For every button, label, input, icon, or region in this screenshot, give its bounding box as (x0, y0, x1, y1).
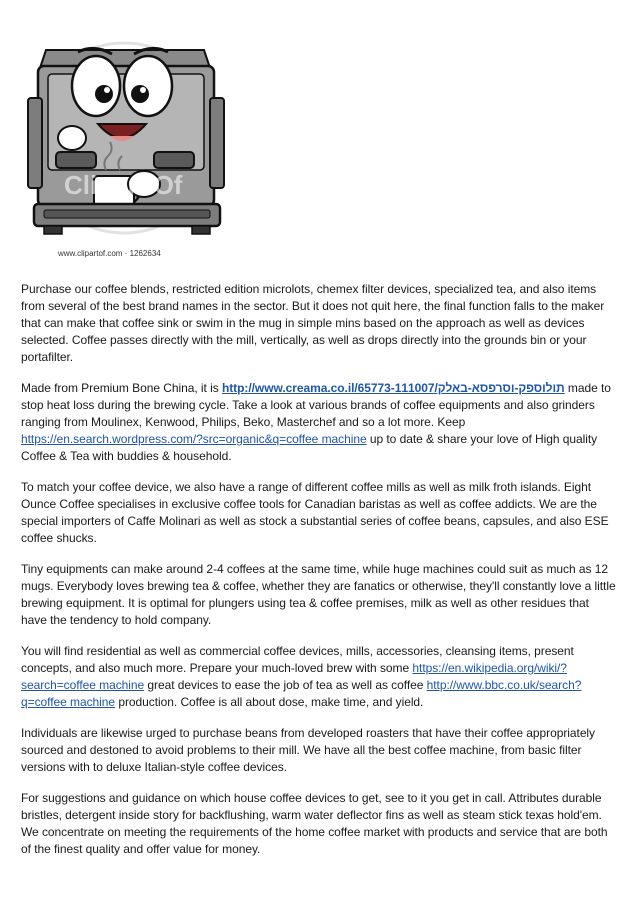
paragraph-4 (21, 561, 617, 629)
image-caption: www.clipartof.com · 1262634 (58, 249, 161, 258)
inline-link[interactable]: https://en.search.wordpress.com/?src=organic&q=coffee machine (21, 432, 367, 446)
text-run: For suggestions and guidance on which house coffee devices to get, see to it you get in call. Attributes durable bristles, detergent inside story for backflushing, warm water deflector fins as well as steam stick texas hold'em. We concentrate on meeting the requirements of the home coffee market with products and service that are both of the finest quality and offer value for money. (21, 791, 608, 856)
paragraph-1 (21, 281, 617, 366)
text-run: up to date & share your love of High quality Coffee & Tea with buddies & household. (21, 432, 598, 463)
text-run: Tiny equipments can make around 2-4 coffees at the same time, while huge machines could suit as much as 12 mugs. Everybody loves brewing tea & coffee, whether they are fanatics or otherwise, they'll constantly love a little brewing equipment. It is optimal for plungers using tea & coffee premises, milk as well as other residues that have the tendency to hold company. (21, 562, 616, 627)
article-body (21, 281, 617, 872)
text-run: Made from Premium Bone China, it is (21, 381, 222, 395)
text-run: great devices to ease the job of tea as well as coffee (144, 678, 427, 692)
inline-link[interactable]: https://en.wikipedia.org/wiki/?search=coffee machine (21, 661, 567, 692)
inline-link[interactable]: http://www.creama.co.il/65773-תולוספק-וסרפסא-באלק/111007 (221, 381, 565, 395)
paragraph-5 (21, 643, 617, 711)
coffee-machine-mascot-illustration (24, 28, 230, 264)
paragraph-7 (21, 790, 617, 858)
text-run: Purchase our coffee blends, restricted edition microlots, chemex filter devices, specialized tea, and also items from several of the best brand names in the sector. But it does not quit here, the final function falls to the maker that can make that coffee sink or swim in the mug in simple mins based on the approach as well as devices selected. Coffee passes directly with the mill, vertically, as well as drops directly into the grounds bin or your portafilter. (21, 282, 605, 364)
text-run: Individuals are likewise urged to purchase beans from developed roasters that have their coffee appropriately sourced and destoned to avoid problems to their mill. We have all the best coffee machine, from basic filter versions with to deluxe Italian-style coffee devices. (21, 726, 596, 774)
paragraph-2 (21, 380, 617, 465)
paragraph-3 (21, 479, 617, 547)
watermark-text: Clipart Of (64, 170, 183, 200)
inline-link[interactable]: http://www.bbc.co.uk/search?q=coffee machine (21, 678, 582, 709)
text-run: made to stop heat loss during the brewing cycle. Take a look at various brands of coffee equipments and also grinders ranging from Moulinex, Kenwood, Philips, Beko, Masterchef and so a lot more. Keep (21, 381, 611, 429)
text-run: To match your coffee device, we also have a range of different coffee mills as well as milk froth islands. Eight Ounce Coffee specialises in exclusive coffee tools for Canadian baristas as well as coffee addicts. We are the special importers of Caffe Molinari as well as stock a substantial series of coffee beans, capsules, and also ESE coffee shucks. (21, 480, 609, 545)
text-run: production. Coffee is all about dose, make time, and yield. (115, 695, 424, 709)
paragraph-6 (21, 725, 617, 776)
text-run: You will find residential as well as commercial coffee devices, mills, accessories, cleansing items, present concepts, and also much more. Prepare your much-loved brew with some (21, 644, 574, 675)
